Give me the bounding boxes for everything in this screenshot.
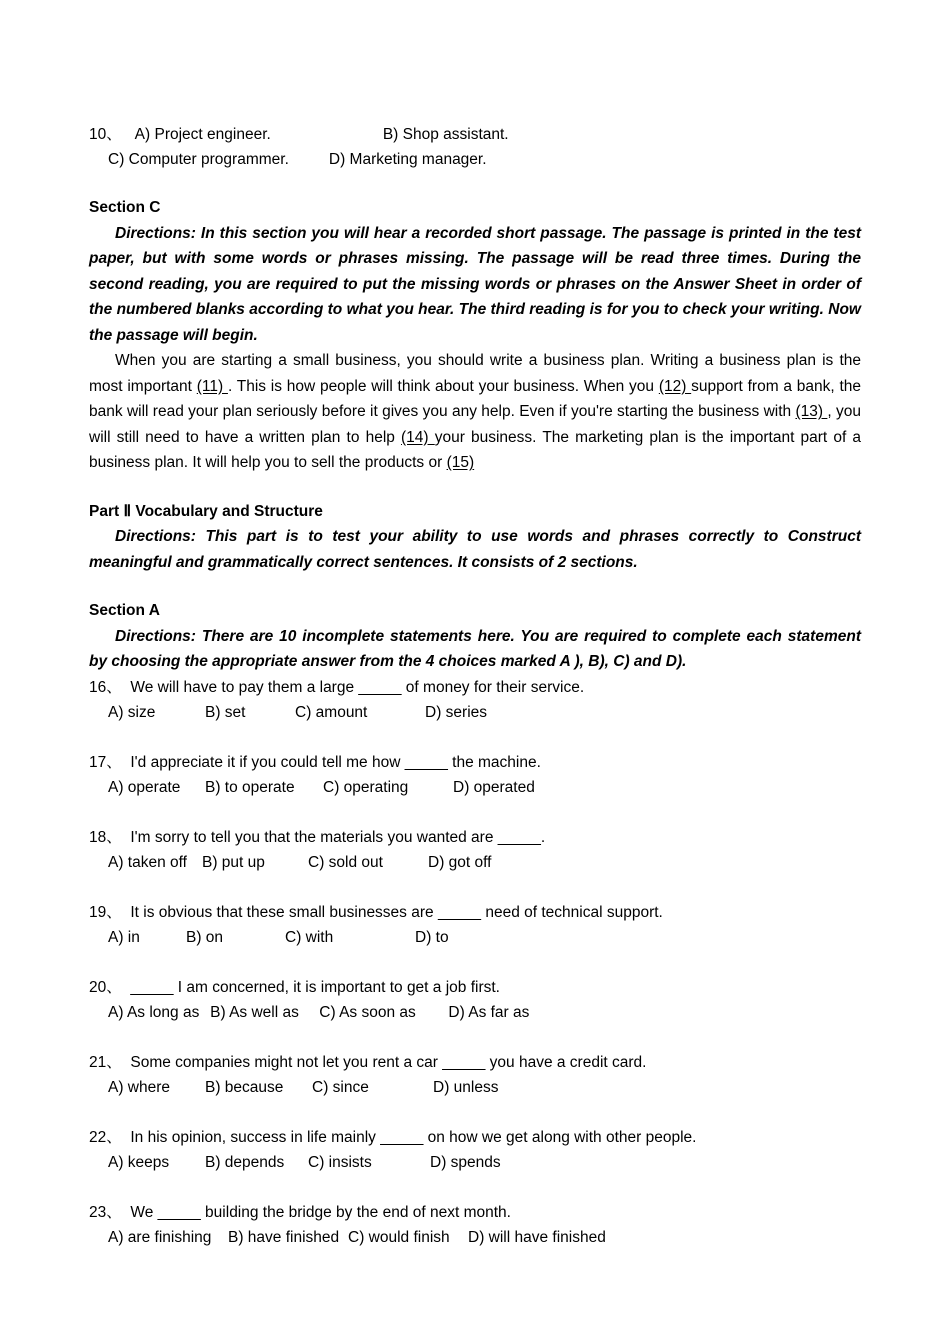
question-options — [108, 775, 861, 800]
question-number: 16、 — [89, 678, 122, 696]
question-stem — [89, 1200, 861, 1225]
option-b[interactable]: B) depends — [205, 1153, 285, 1171]
question-17 — [89, 750, 861, 800]
question-number: 21、 — [89, 1053, 122, 1071]
question-10-option-a[interactable]: A) Project engineer. — [134, 126, 271, 143]
passage-blank-14[interactable]: (14) — [401, 428, 435, 446]
passage-text-4: , you will still need to have a written plan to help — [89, 403, 862, 446]
option-c[interactable]: C) insists — [308, 1153, 372, 1171]
option-a[interactable]: A) in — [108, 928, 140, 946]
part-two-directions: Directions: This part is to test your ability to use words and phrases correctly to Construct meaningful and grammatically correct sentences. It consists of 2 sections. — [89, 528, 861, 571]
question-10-number: 10、 — [89, 126, 122, 143]
option-d[interactable]: D) operated — [453, 778, 535, 796]
question-stem — [89, 1050, 861, 1075]
option-a[interactable]: A) where — [108, 1078, 171, 1096]
page-content — [89, 122, 861, 1250]
question-text: I'd appreciate it if you could tell me how _____ the machine. — [130, 753, 541, 771]
question-text: Some companies might not let you rent a car _____ you have a credit card. — [130, 1053, 647, 1071]
question-10-line-2 — [89, 147, 861, 172]
question-number: 19、 — [89, 903, 122, 921]
option-b[interactable]: B) put up — [202, 853, 265, 871]
question-22 — [89, 1125, 861, 1175]
option-b[interactable]: B) set — [205, 703, 246, 721]
option-c[interactable]: C) since — [312, 1078, 369, 1096]
spacer — [89, 950, 861, 975]
question-text: In his opinion, success in life mainly _____ on how we get along with other people. — [130, 1128, 697, 1146]
option-d[interactable]: D) will have finished — [468, 1228, 606, 1246]
passage-blank-11[interactable]: (11) — [196, 377, 228, 395]
question-options — [108, 850, 861, 875]
question-number: 23、 — [89, 1203, 122, 1221]
option-c[interactable]: C) would finish — [348, 1228, 450, 1246]
question-text: _____ I am concerned, it is important to get a job first. — [130, 978, 500, 996]
question-options — [108, 1075, 861, 1100]
question-number: 18、 — [89, 828, 122, 846]
option-a[interactable]: A) As long as — [108, 1003, 200, 1021]
question-stem — [89, 750, 861, 775]
question-text: It is obvious that these small businesses are _____ need of technical support. — [130, 903, 663, 921]
option-c[interactable]: C) operating — [323, 778, 409, 796]
passage-text-3: support from a bank, the bank will read your plan seriously before it gives you any help. Even if you're starting the business with — [89, 377, 862, 420]
question-options — [108, 1000, 861, 1025]
question-text: I'm sorry to tell you that the materials you wanted are _____. — [130, 828, 546, 846]
passage-text-5: your business. The marketing plan is the important part of a business plan. It will help you to sell the products or — [89, 428, 862, 471]
question-10-line-1 — [89, 122, 861, 147]
section-c-directions: Directions: In this section you will hear a recorded short passage. The passage is printed in the test paper, but with some words or phrases missing. The passage will be read three times. During the second reading, you are required to put the missing words or phrases on the Answer Sheet in order of the numbered blanks according to what you hear. The third reading is for you to check your writing. Now the passage will begin. — [89, 224, 861, 344]
option-d[interactable]: D) to — [415, 928, 449, 946]
question-options — [108, 700, 861, 725]
question-options — [108, 1150, 861, 1175]
option-b[interactable]: B) have finished — [228, 1228, 340, 1246]
option-d[interactable]: D) unless — [433, 1078, 499, 1096]
option-c[interactable]: C) amount — [295, 703, 368, 721]
question-number: 17、 — [89, 753, 122, 771]
section-c-passage — [89, 348, 861, 476]
passage-blank-13[interactable]: (13) — [795, 403, 828, 420]
passage-text-1: When you are starting a small business, you should write a business plan. Writing a business plan is the most important — [89, 352, 861, 395]
option-b[interactable]: B) because — [205, 1078, 284, 1096]
option-c[interactable]: C) with — [285, 928, 334, 946]
section-c-heading: Section C — [89, 199, 161, 216]
question-19 — [89, 900, 861, 950]
option-b[interactable]: B) on — [186, 928, 224, 946]
question-21 — [89, 1050, 861, 1100]
question-list — [89, 675, 861, 1250]
spacer — [89, 1025, 861, 1050]
question-number: 22、 — [89, 1128, 122, 1146]
option-b[interactable]: B) to operate — [205, 778, 295, 796]
question-10-option-d[interactable]: D) Marketing manager. — [328, 151, 487, 168]
passage-blank-15[interactable]: (15) — [446, 454, 475, 471]
option-c[interactable]: C) sold out — [308, 853, 383, 871]
question-stem — [89, 825, 861, 850]
option-b[interactable]: B) As well as — [210, 1003, 299, 1021]
option-d[interactable]: D) got off — [428, 853, 492, 871]
spacer — [89, 476, 861, 500]
question-number: 20、 — [89, 978, 122, 996]
question-stem — [89, 675, 861, 700]
option-c[interactable]: C) As soon as — [319, 1003, 416, 1021]
question-10 — [89, 122, 861, 172]
section-a-directions: Directions: There are 10 incomplete statements here. You are required to complete each statement by choosing the appropriate answer from the 4 choices marked A ), B), C) and D). — [89, 627, 861, 670]
spacer — [89, 800, 861, 825]
spacer — [89, 1175, 861, 1200]
passage-text-2: . This is how people will think about your business. When you — [227, 377, 659, 395]
passage-blank-12[interactable]: (12) — [658, 377, 692, 395]
question-18 — [89, 825, 861, 875]
question-text: We _____ building the bridge by the end of next month. — [130, 1203, 511, 1221]
section-a-heading: Section A — [89, 602, 160, 619]
option-a[interactable]: A) taken off — [108, 853, 187, 871]
question-text: We will have to pay them a large _____ of money for their service. — [130, 678, 585, 696]
option-a[interactable]: A) operate — [108, 778, 181, 796]
question-23 — [89, 1200, 861, 1250]
part-two-heading: Part Ⅱ Vocabulary and Structure — [89, 502, 323, 520]
option-a[interactable]: A) are finishing — [108, 1228, 212, 1246]
option-d[interactable]: D) As far as — [448, 1003, 530, 1021]
question-options — [108, 925, 861, 950]
option-d[interactable]: D) series — [425, 703, 488, 721]
option-d[interactable]: D) spends — [430, 1153, 501, 1171]
question-16 — [89, 675, 861, 725]
spacer — [89, 575, 861, 599]
question-10-option-b[interactable]: B) Shop assistant. — [382, 126, 509, 143]
question-options — [108, 1225, 861, 1250]
spacer — [89, 725, 861, 750]
question-20 — [89, 975, 861, 1025]
question-stem — [89, 900, 861, 925]
spacer — [89, 875, 861, 900]
spacer — [89, 1100, 861, 1125]
option-a[interactable]: A) keeps — [108, 1153, 170, 1171]
question-stem — [89, 975, 861, 1000]
question-stem — [89, 1125, 861, 1150]
spacer — [89, 172, 861, 196]
option-a[interactable]: A) size — [108, 703, 156, 721]
question-10-option-c[interactable]: C) Computer programmer. — [108, 151, 289, 168]
